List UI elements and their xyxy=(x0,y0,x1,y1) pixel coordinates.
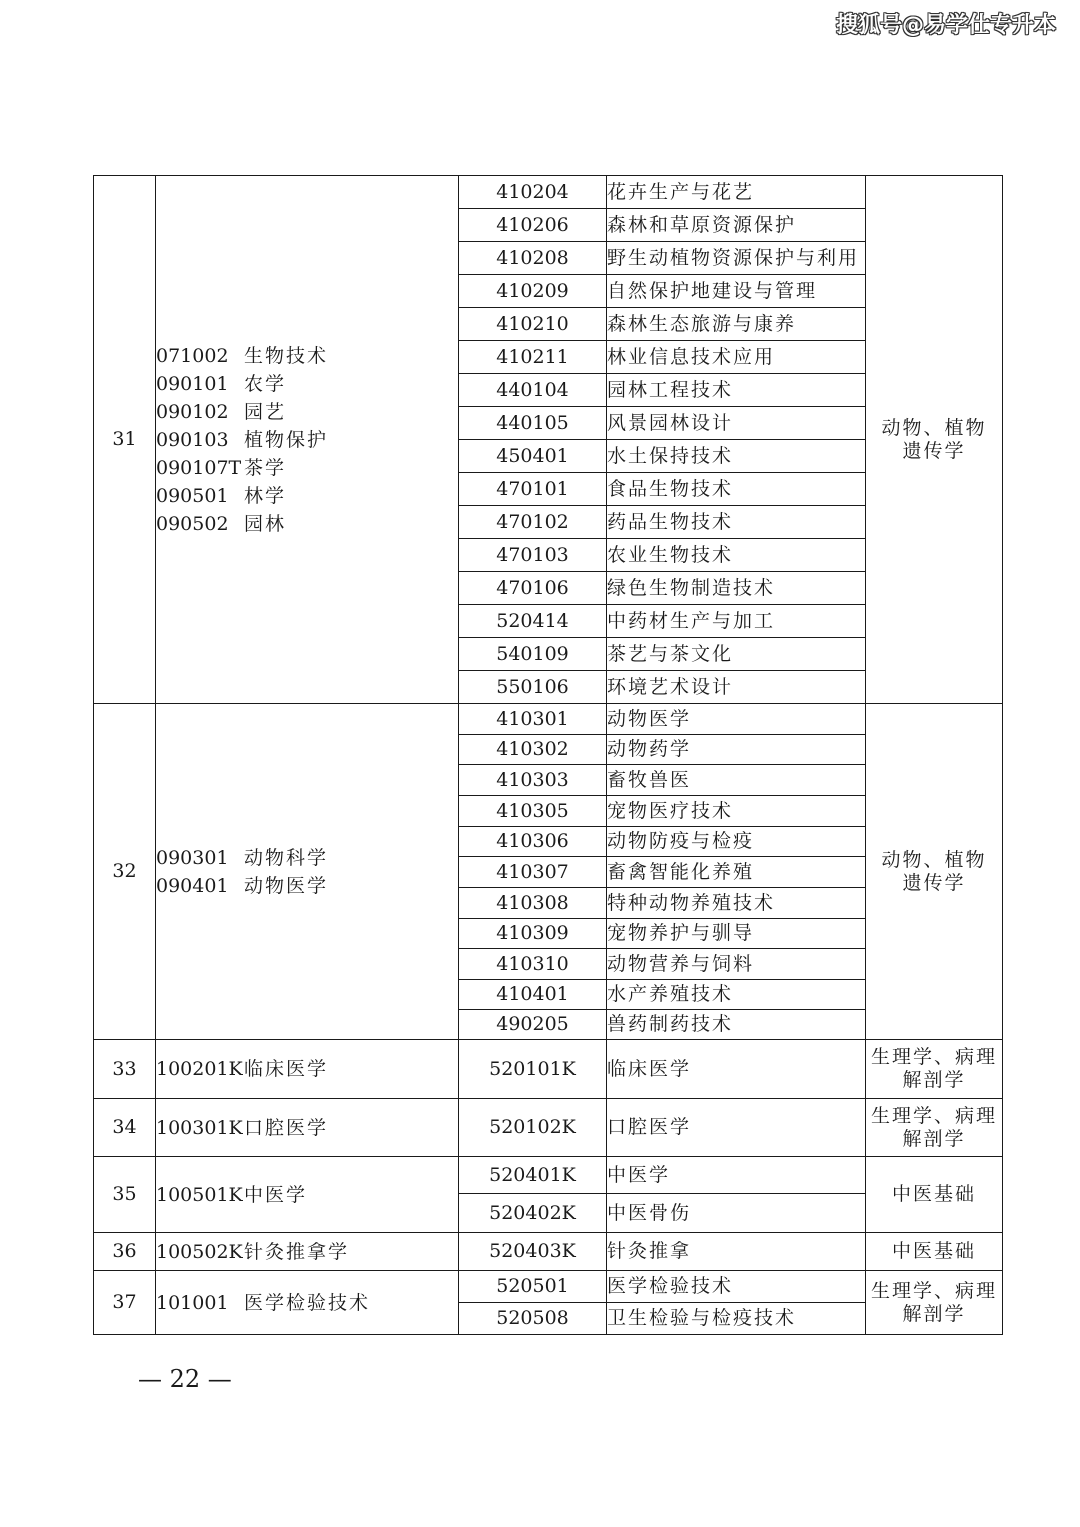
undergrad-major xyxy=(156,872,458,900)
undergrad-major xyxy=(156,398,458,426)
undergrad-major-code: 090102 xyxy=(156,400,229,423)
vocational-major-name: 农业生物技术 xyxy=(607,539,866,572)
exam-subject-line: 动物、植物 xyxy=(881,416,987,439)
undergrad-major xyxy=(156,1055,458,1083)
vocational-major-name: 动物医学 xyxy=(607,704,866,735)
undergrad-major xyxy=(156,426,458,454)
undergrad-major xyxy=(156,1238,458,1266)
undergrad-major-name: 园艺 xyxy=(244,400,287,423)
vocational-major-code: 410401 xyxy=(459,980,607,1010)
exam-subjects-cell xyxy=(866,704,1003,1040)
group-number: 31 xyxy=(94,176,156,704)
vocational-major-code: 410302 xyxy=(459,735,607,765)
vocational-major-code: 520501 xyxy=(459,1271,607,1303)
group-number: 32 xyxy=(94,704,156,1040)
group-number: 33 xyxy=(94,1040,156,1099)
vocational-major-code: 520403K xyxy=(459,1233,607,1271)
undergrad-major-name: 茶学 xyxy=(244,456,287,479)
undergrad-major-name: 医学检验技术 xyxy=(244,1291,371,1314)
table-row xyxy=(94,1157,1003,1194)
vocational-major-name: 自然保护地建设与管理 xyxy=(607,275,866,308)
vocational-major-name: 园林工程技术 xyxy=(607,374,866,407)
vocational-major-name: 动物营养与饲料 xyxy=(607,949,866,980)
undergrad-major xyxy=(156,482,458,510)
undergrad-major-code: 100501K xyxy=(156,1183,243,1206)
page-number: — 22 — xyxy=(138,1365,232,1393)
vocational-major-code: 520401K xyxy=(459,1157,607,1194)
exam-subject-line: 遗传学 xyxy=(902,871,966,894)
vocational-major-code: 470103 xyxy=(459,539,607,572)
vocational-major-name: 特种动物养殖技术 xyxy=(607,888,866,919)
undergrad-majors-cell xyxy=(156,1233,459,1271)
vocational-major-code: 410306 xyxy=(459,827,607,857)
undergrad-major-code: 090502 xyxy=(156,512,229,535)
vocational-major-code: 450401 xyxy=(459,440,607,473)
undergrad-major-name: 植物保护 xyxy=(244,428,329,451)
undergrad-majors-cell xyxy=(156,704,459,1040)
vocational-major-name: 兽药制药技术 xyxy=(607,1010,866,1040)
exam-subjects-cell xyxy=(866,1099,1003,1157)
vocational-major-code: 520414 xyxy=(459,605,607,638)
exam-subject-line: 生理学、病理 xyxy=(870,1279,997,1302)
vocational-major-name: 宠物医疗技术 xyxy=(607,796,866,827)
vocational-major-code: 410307 xyxy=(459,857,607,888)
undergrad-major-name: 农学 xyxy=(244,372,287,395)
vocational-major-code: 440105 xyxy=(459,407,607,440)
vocational-major-name: 森林和草原资源保护 xyxy=(607,209,866,242)
undergrad-major xyxy=(156,1289,458,1317)
vocational-major-code: 410206 xyxy=(459,209,607,242)
undergrad-major xyxy=(156,370,458,398)
undergrad-majors-cell xyxy=(156,1099,459,1157)
table-row xyxy=(94,1040,1003,1099)
table-row xyxy=(94,176,1003,209)
vocational-major-name: 环境艺术设计 xyxy=(607,671,866,704)
vocational-major-name: 绿色生物制造技术 xyxy=(607,572,866,605)
vocational-major-name: 森林生态旅游与康养 xyxy=(607,308,866,341)
undergrad-major xyxy=(156,1181,458,1209)
vocational-major-code: 410209 xyxy=(459,275,607,308)
exam-subject-line: 中医基础 xyxy=(891,1183,976,1206)
vocational-major-name: 卫生检验与检疫技术 xyxy=(607,1303,866,1335)
vocational-major-name: 风景园林设计 xyxy=(607,407,866,440)
vocational-major-code: 410310 xyxy=(459,949,607,980)
undergrad-major-name: 中医学 xyxy=(244,1183,308,1206)
watermark: 搜狐号@易学仕专升本 xyxy=(835,13,1056,38)
table-row xyxy=(94,1233,1003,1271)
exam-subject-line: 遗传学 xyxy=(902,439,966,462)
exam-subject-line: 解剖学 xyxy=(902,1302,966,1325)
vocational-major-name: 水土保持技术 xyxy=(607,440,866,473)
undergrad-major-name: 林学 xyxy=(244,484,287,507)
undergrad-major-name: 动物科学 xyxy=(244,846,329,869)
vocational-major-name: 林业信息技术应用 xyxy=(607,341,866,374)
vocational-major-name: 临床医学 xyxy=(607,1040,866,1099)
vocational-major-code: 470102 xyxy=(459,506,607,539)
exam-subject-line: 解剖学 xyxy=(902,1127,966,1150)
vocational-major-name: 茶艺与茶文化 xyxy=(607,638,866,671)
undergrad-majors-cell xyxy=(156,1040,459,1099)
undergrad-major xyxy=(156,844,458,872)
vocational-major-code: 410308 xyxy=(459,888,607,919)
major-table-body xyxy=(94,176,1003,1335)
vocational-major-code: 410208 xyxy=(459,242,607,275)
vocational-major-code: 410211 xyxy=(459,341,607,374)
exam-subjects-cell xyxy=(866,1271,1003,1335)
undergrad-major-code: 100301K xyxy=(156,1116,243,1139)
vocational-major-code: 410301 xyxy=(459,704,607,735)
vocational-major-name: 水产养殖技术 xyxy=(607,980,866,1010)
undergrad-major-code: 101001 xyxy=(156,1291,229,1314)
vocational-major-code: 410305 xyxy=(459,796,607,827)
vocational-major-code: 470101 xyxy=(459,473,607,506)
undergrad-major-code: 090501 xyxy=(156,484,229,507)
group-number: 35 xyxy=(94,1157,156,1233)
vocational-major-name: 中医学 xyxy=(607,1157,866,1194)
vocational-major-code: 520101K xyxy=(459,1040,607,1099)
undergrad-major xyxy=(156,1114,458,1142)
undergrad-major-name: 针灸推拿学 xyxy=(244,1240,350,1263)
vocational-major-code: 410303 xyxy=(459,765,607,796)
undergrad-major-name: 生物技术 xyxy=(244,344,329,367)
undergrad-major-name: 口腔医学 xyxy=(244,1116,329,1139)
vocational-major-name: 动物药学 xyxy=(607,735,866,765)
exam-subject-line: 解剖学 xyxy=(902,1069,966,1091)
vocational-major-code: 520402K xyxy=(459,1194,607,1233)
table-row xyxy=(94,1099,1003,1157)
undergrad-major xyxy=(156,342,458,370)
table-row xyxy=(94,1271,1003,1303)
undergrad-major xyxy=(156,454,458,482)
vocational-major-code: 540109 xyxy=(459,638,607,671)
undergrad-major xyxy=(156,510,458,538)
exam-subject-line: 生理学、病理 xyxy=(870,1046,997,1069)
undergrad-majors-cell xyxy=(156,176,459,704)
vocational-major-name: 畜禽智能化养殖 xyxy=(607,857,866,888)
exam-subjects-cell xyxy=(866,1233,1003,1271)
undergrad-major-code: 090103 xyxy=(156,428,229,451)
undergrad-majors-cell xyxy=(156,1271,459,1335)
undergrad-major-code: 090301 xyxy=(156,846,229,869)
vocational-major-code: 490205 xyxy=(459,1010,607,1040)
exam-subjects-cell xyxy=(866,1157,1003,1233)
vocational-major-name: 中医骨伤 xyxy=(607,1194,866,1233)
undergrad-major-name: 动物医学 xyxy=(244,874,329,897)
undergrad-major-code: 100201K xyxy=(156,1058,243,1080)
table-row xyxy=(94,704,1003,735)
exam-subject-line: 生理学、病理 xyxy=(870,1104,997,1127)
group-number: 34 xyxy=(94,1099,156,1157)
vocational-major-code: 410204 xyxy=(459,176,607,209)
vocational-major-code: 550106 xyxy=(459,671,607,704)
vocational-major-name: 医学检验技术 xyxy=(607,1271,866,1303)
vocational-major-code: 410309 xyxy=(459,919,607,949)
vocational-major-name: 药品生物技术 xyxy=(607,506,866,539)
vocational-major-name: 花卉生产与花艺 xyxy=(607,176,866,209)
vocational-major-code: 470106 xyxy=(459,572,607,605)
undergrad-majors-cell xyxy=(156,1157,459,1233)
vocational-major-code: 410210 xyxy=(459,308,607,341)
undergrad-major-name: 临床医学 xyxy=(244,1058,329,1080)
exam-subject-line: 动物、植物 xyxy=(881,848,987,871)
vocational-major-name: 针灸推拿 xyxy=(607,1233,866,1271)
group-number: 36 xyxy=(94,1233,156,1271)
vocational-major-name: 动物防疫与检疫 xyxy=(607,827,866,857)
vocational-major-name: 食品生物技术 xyxy=(607,473,866,506)
vocational-major-name: 畜牧兽医 xyxy=(607,765,866,796)
group-number: 37 xyxy=(94,1271,156,1335)
exam-subjects-cell xyxy=(866,176,1003,704)
undergrad-major-code: 090101 xyxy=(156,372,229,395)
undergrad-major-code: 090107T xyxy=(156,456,242,479)
undergrad-major-code: 071002 xyxy=(156,344,229,367)
exam-subject-line: 中医基础 xyxy=(891,1240,976,1263)
major-table xyxy=(93,175,1003,1335)
exam-subjects-cell xyxy=(866,1040,1003,1099)
vocational-major-name: 宠物养护与驯导 xyxy=(607,919,866,949)
undergrad-major-code: 100502K xyxy=(156,1240,243,1263)
vocational-major-code: 440104 xyxy=(459,374,607,407)
vocational-major-name: 野生动植物资源保护与利用 xyxy=(607,242,866,275)
vocational-major-name: 中药材生产与加工 xyxy=(607,605,866,638)
vocational-major-code: 520102K xyxy=(459,1099,607,1157)
undergrad-major-code: 090401 xyxy=(156,874,229,897)
undergrad-major-name: 园林 xyxy=(244,512,287,535)
vocational-major-code: 520508 xyxy=(459,1303,607,1335)
vocational-major-name: 口腔医学 xyxy=(607,1099,866,1157)
